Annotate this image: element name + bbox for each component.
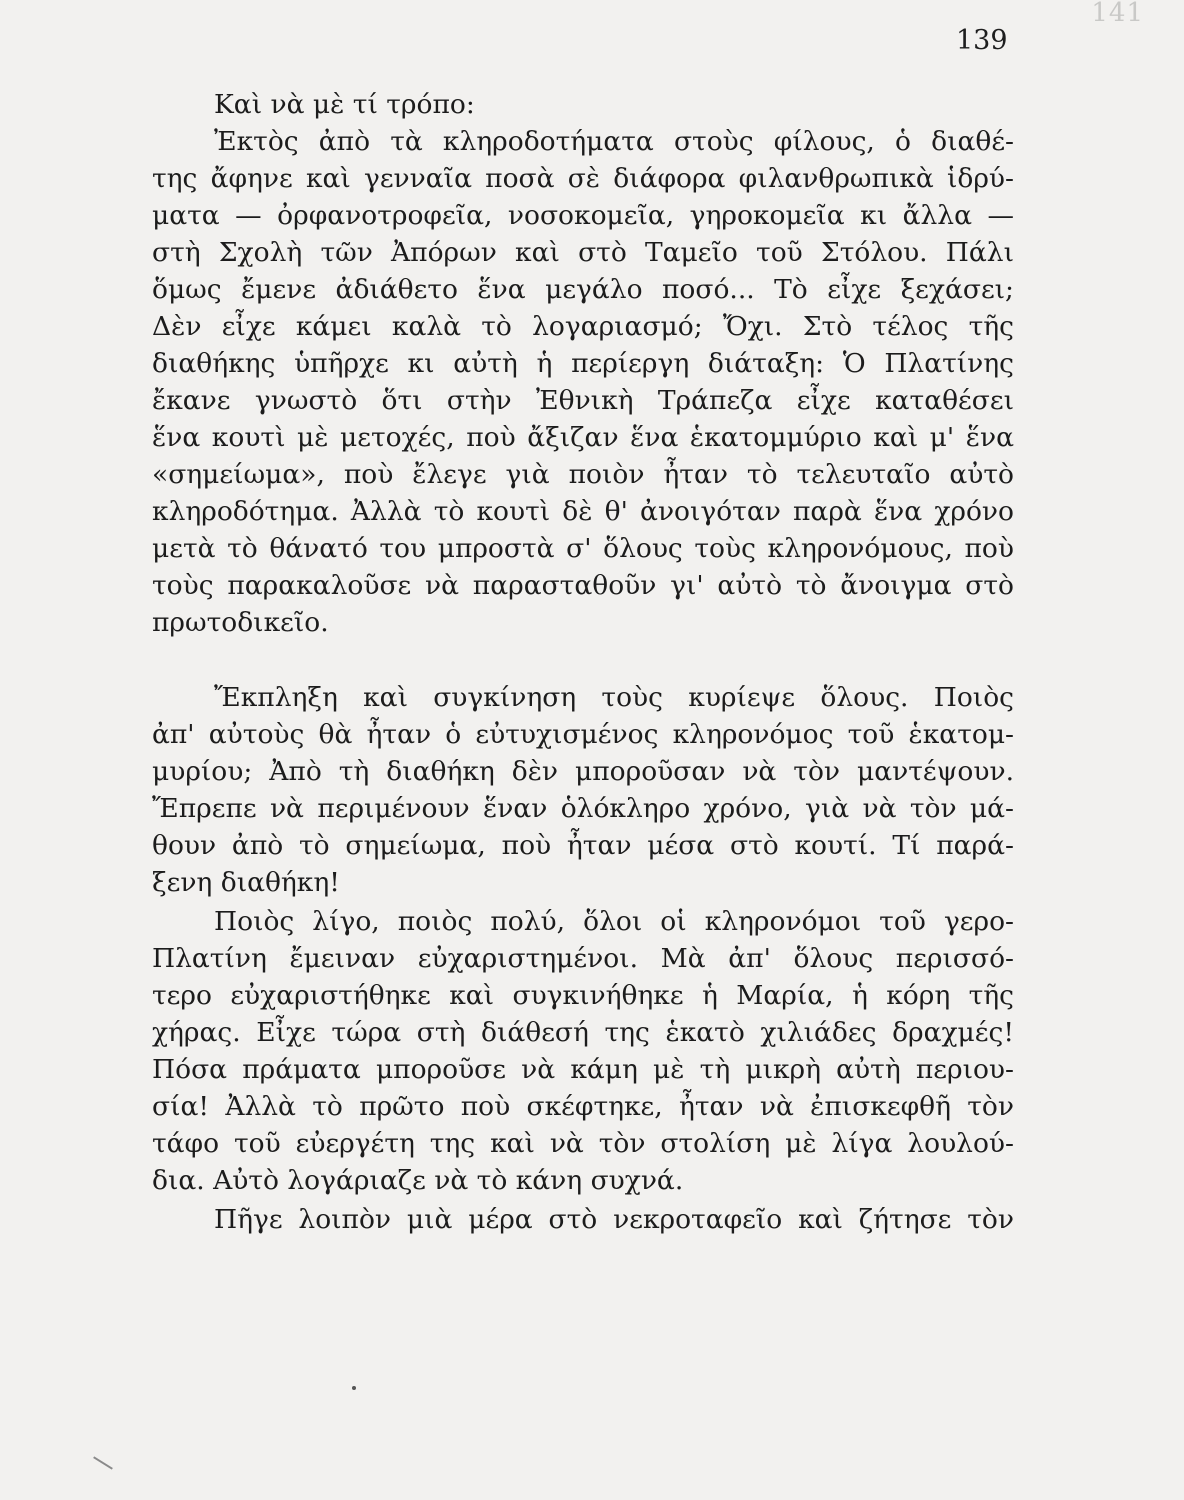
bleed-through-page-number: 141 <box>1091 0 1144 28</box>
text-line: τοὺς παρακαλοῦσε νὰ παρασταθοῦν γι' αὐτὸ τὸ ἄνοιγμα στὸ <box>152 570 1014 601</box>
text-line: ἀπ' αὐτοὺς θὰ ἦταν ὁ εὐτυχισμένος κληρονόμος τοῦ ἑκατομ- <box>152 719 1014 750</box>
text-line: τερο εὐχαριστήθηκε καὶ συγκινήθηκε ἡ Μαρία, ἡ κόρη τῆς <box>152 980 1014 1011</box>
text-line: ξενη διαθήκη! <box>152 867 340 898</box>
text-line: κληροδότημα. Ἀλλὰ τὸ κουτὶ δὲ θ' ἀνοιγόταν παρὰ ἕνα χρόνο <box>152 496 1014 527</box>
text-line: Δὲν εἶχε κάμει καλὰ τὸ λογαριασμό; Ὄχι. Στὸ τέλος τῆς <box>152 311 1014 342</box>
text-line: Πόσα πράματα μποροῦσε νὰ κάμη μὲ τὴ μικρὴ αὐτὴ περιου- <box>152 1054 1014 1085</box>
paragraph-gap <box>152 641 1014 679</box>
text-line: «σημείωμα», ποὺ ἔλεγε γιὰ ποιὸν ἦταν τὸ τελευταῖο αὐτὸ <box>152 459 1014 490</box>
text-line: τάφο τοῦ εὐεργέτη της καὶ νὰ τὸν στολίση μὲ λίγα λουλού- <box>152 1128 1014 1159</box>
text-line: στὴ Σχολὴ τῶν Ἀπόρων καὶ στὸ Ταμεῖο τοῦ Στόλου. Πάλι <box>152 237 1014 268</box>
text-line: μυρίου; Ἀπὸ τὴ διαθήκη δὲν μποροῦσαν νὰ τὸν μαντέψουν. <box>152 756 1014 787</box>
text-line: Ποιὸς λίγο, ποιὸς πολύ, ὅλοι οἱ κληρονόμοι τοῦ γερο- <box>214 906 1014 937</box>
body-text <box>152 86 1014 1238</box>
text-line: θουν ἀπὸ τὸ σημείωμα, ποὺ ἦταν μέσα στὸ κουτί. Τί παρά- <box>152 830 1014 861</box>
ink-speck <box>352 1386 356 1390</box>
text-line: Καὶ νὰ μὲ τί τρόπο: <box>214 89 475 120</box>
text-line: ματα — ὀρφανοτροφεῖα, νοσοκομεῖα, γηροκομεῖα κι ἄλλα — <box>152 200 1014 231</box>
text-line: δια. Αὐτὸ λογάριαζε νὰ τὸ κάνη συχνά. <box>152 1165 684 1196</box>
text-line: μετὰ τὸ θάνατό του μπροστὰ σ' ὅλους τοὺς κληρονόμους, ποὺ <box>152 533 1014 564</box>
text-line: Πλατίνη ἔμειναν εὐχαριστημένοι. Μὰ ἀπ' ὅλους περισσό- <box>152 943 1014 974</box>
text-line: Ἔκπληξη καὶ συγκίνηση τοὺς κυρίεψε ὅλους. Ποιὸς <box>214 682 1014 713</box>
text-line: Πῆγε λοιπὸν μιὰ μέρα στὸ νεκροταφεῖο καὶ ζήτησε τὸν <box>214 1204 1014 1235</box>
text-line: ὅμως ἔμενε ἀδιάθετο ἕνα μεγάλο ποσό... Τὸ εἶχε ξεχάσει; <box>152 274 1014 305</box>
paper-scratch <box>93 1456 113 1469</box>
text-line: χήρας. Εἶχε τώρα στὴ διάθεσή της ἑκατὸ χιλιάδες δραχμές! <box>152 1017 1014 1048</box>
text-line: ἔκανε γνωστὸ ὅτι στὴν Ἐθνικὴ Τράπεζα εἶχε καταθέσει <box>152 385 1014 416</box>
text-line: Ἐκτὸς ἀπὸ τὰ κληροδοτήματα στοὺς φίλους, ὁ διαθέ- <box>214 126 1014 157</box>
page-number: 139 <box>956 25 1008 56</box>
text-line: σία! Ἀλλὰ τὸ πρῶτο ποὺ σκέφτηκε, ἦταν νὰ ἐπισκεφθῆ τὸν <box>152 1091 1014 1122</box>
text-line: διαθήκης ὑπῆρχε κι αὐτὴ ἡ περίεργη διάταξη: Ὁ Πλατίνης <box>152 348 1014 379</box>
text-line: ἕνα κουτὶ μὲ μετοχές, ποὺ ἄξιζαν ἕνα ἑκατομμύριο καὶ μ' ἕνα <box>152 422 1014 453</box>
text-line: πρωτοδικεῖο. <box>152 607 329 638</box>
text-line: της ἄφηνε καὶ γενναῖα ποσὰ σὲ διάφορα φιλανθρωπικὰ ἱδρύ- <box>152 163 1014 194</box>
text-line: Ἔπρεπε νὰ περιμένουν ἕναν ὁλόκληρο χρόνο, γιὰ νὰ τὸν μά- <box>152 793 1014 824</box>
